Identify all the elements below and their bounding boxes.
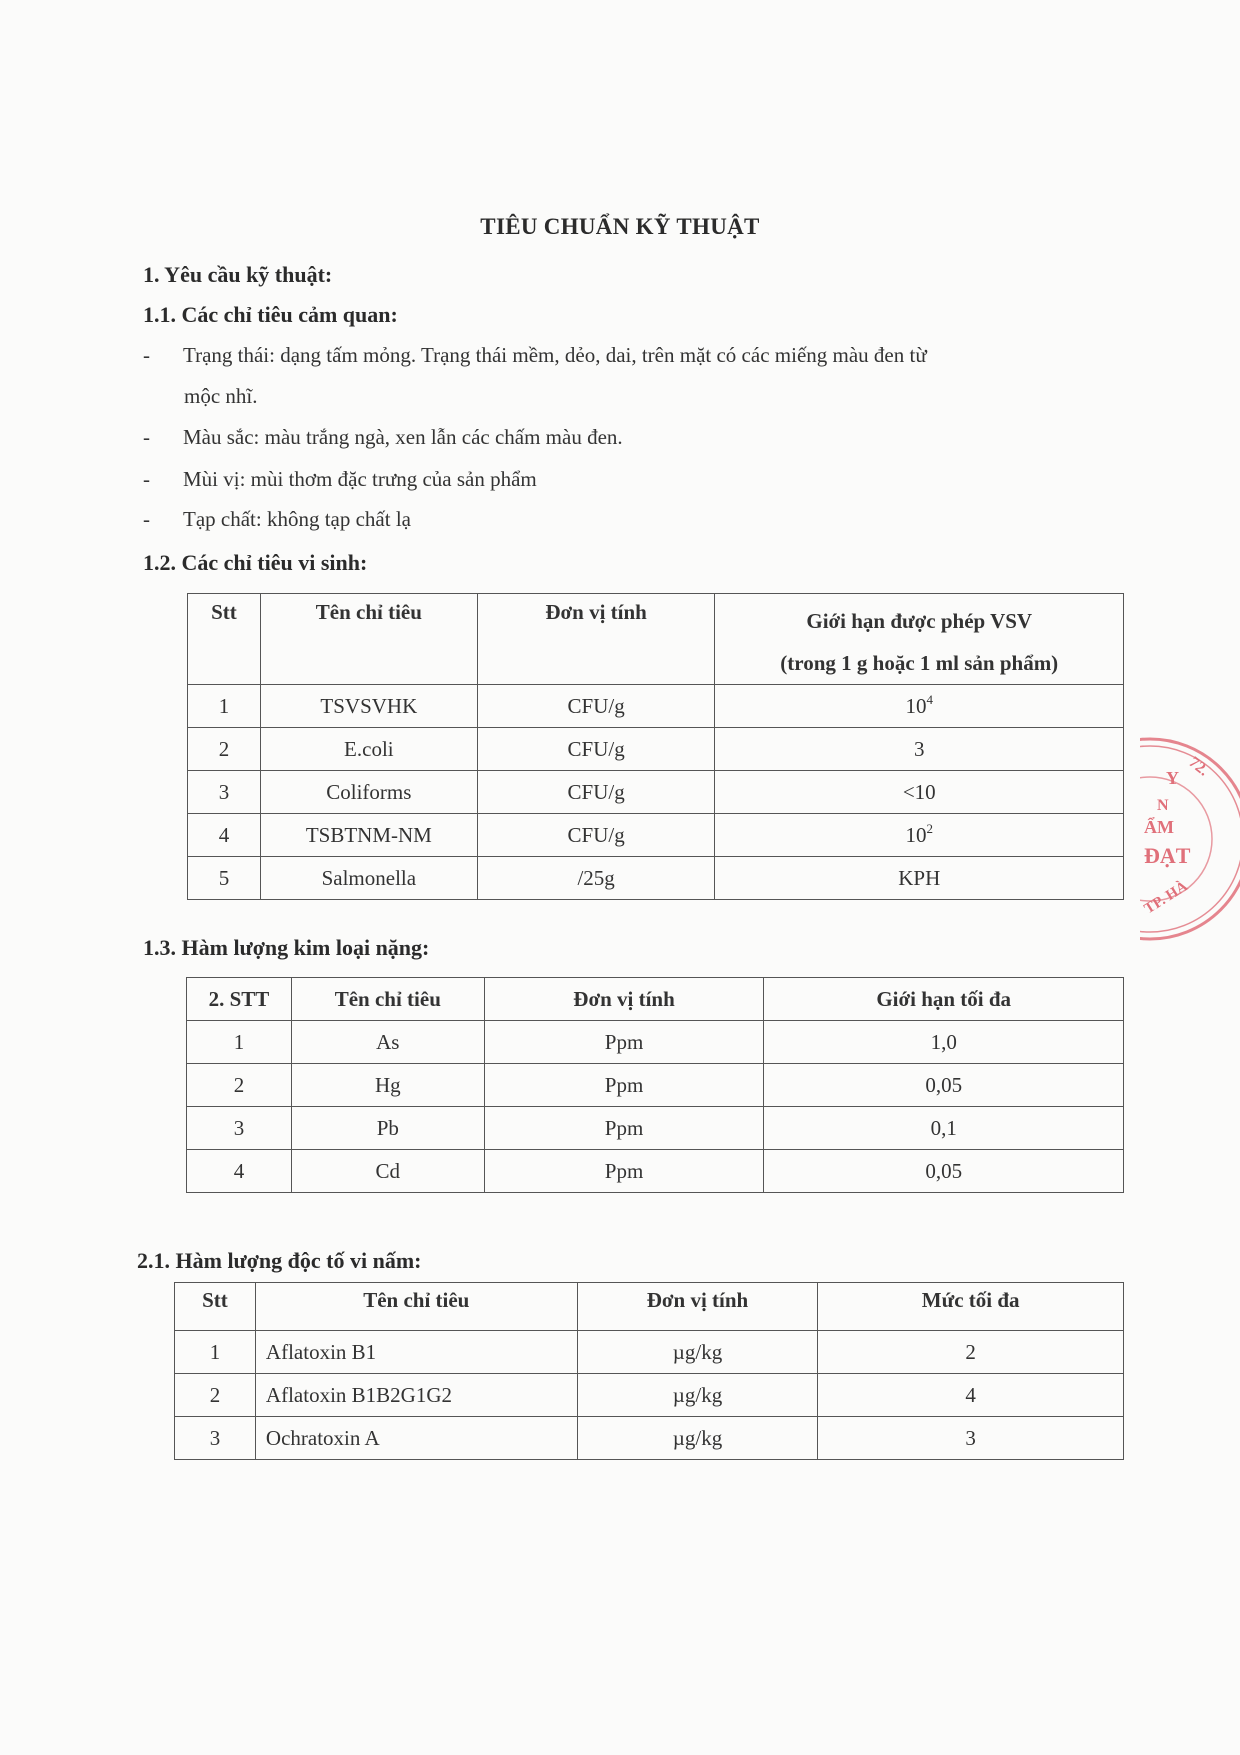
bullet-item: - Tạp chất: không tạp chất lạ: [143, 507, 411, 531]
table-cell: 3: [715, 728, 1124, 771]
table-cell: Aflatoxin B1B2G1G2: [255, 1374, 577, 1417]
section-heading-2-1: 2.1. Hàm lượng độc tố vi nấm:: [137, 1248, 422, 1273]
table-cell: $10^4$: [715, 685, 1124, 728]
bullet-item: - Mùi vị: mùi thơm đặc trưng của sản phẩm: [143, 467, 537, 491]
table-row: [188, 814, 1124, 857]
table-row: [187, 1021, 1124, 1064]
column-header: Mức tối đa: [818, 1283, 1124, 1331]
table-cell: 3: [818, 1417, 1124, 1460]
table-cell: 4: [187, 1150, 292, 1193]
column-header: Tên chỉ tiêu: [291, 978, 484, 1021]
table-cell: 4: [188, 814, 261, 857]
table-header-row: [188, 594, 1124, 685]
table-cell: 0,05: [764, 1150, 1124, 1193]
table-cell: µg/kg: [577, 1374, 818, 1417]
table-cell: Ppm: [484, 1150, 764, 1193]
section-heading-1-1: 1.1. Các chỉ tiêu cảm quan:: [143, 302, 398, 327]
table-cell: 0,05: [764, 1064, 1124, 1107]
table-cell: TSVSVHK: [260, 685, 477, 728]
document-title: TIÊU CHUẨN KỸ THUẬT: [480, 214, 760, 239]
table-cell: 2: [187, 1064, 292, 1107]
bullet-item: - Màu sắc: màu trắng ngà, xen lẫn các chấm màu đen.: [143, 425, 623, 449]
company-seal: [1140, 732, 1240, 947]
table-cell: 2: [818, 1331, 1124, 1374]
section-heading-1: 1. Yêu cầu kỹ thuật:: [143, 262, 333, 287]
microbiology-table: [187, 593, 1124, 900]
table-row: [175, 1374, 1124, 1417]
table-cell: 2: [188, 728, 261, 771]
table-cell: 1: [175, 1331, 256, 1374]
table-cell: 3: [187, 1107, 292, 1150]
table-row: [188, 857, 1124, 900]
table-cell: 2: [175, 1374, 256, 1417]
table-header-row: [175, 1283, 1124, 1331]
table-cell: CFU/g: [477, 728, 715, 771]
seal-text: 72.: [1185, 753, 1212, 780]
seal-text: ẨM: [1144, 817, 1174, 837]
table-cell: 1,0: [764, 1021, 1124, 1064]
bullet-item: - Trạng thái: dạng tấm mỏng. Trạng thái mềm, dẻo, dai, trên mặt có các miếng màu đen từ: [143, 343, 927, 367]
table-cell: Salmonella: [260, 857, 477, 900]
table-cell: 1: [188, 685, 261, 728]
table-cell: <10: [715, 771, 1124, 814]
table-row: [187, 1150, 1124, 1193]
table-row: [175, 1417, 1124, 1460]
column-header: Tên chỉ tiêu: [260, 594, 477, 685]
table-cell: Ppm: [484, 1107, 764, 1150]
table-cell: Ppm: [484, 1064, 764, 1107]
seal-text: Y: [1166, 768, 1179, 788]
table-row: [188, 685, 1124, 728]
table-cell: µg/kg: [577, 1417, 818, 1460]
seal-text: N: [1157, 797, 1169, 814]
table-row: [175, 1331, 1124, 1374]
table-cell: 4: [818, 1374, 1124, 1417]
table-row: [187, 1064, 1124, 1107]
heavy-metal-table: [186, 977, 1124, 1193]
table-cell: µg/kg: [577, 1331, 818, 1374]
mycotoxin-table: [174, 1282, 1124, 1460]
table-cell: 1: [187, 1021, 292, 1064]
table-cell: 3: [175, 1417, 256, 1460]
seal-graphic: [1140, 732, 1240, 947]
column-header: Đơn vị tính: [484, 978, 764, 1021]
table-cell: Ppm: [484, 1021, 764, 1064]
section-heading-1-2: 1.2. Các chỉ tiêu vi sinh:: [143, 550, 368, 575]
table-cell: KPH: [715, 857, 1124, 900]
table-cell: Hg: [291, 1064, 484, 1107]
table-cell: /25g: [477, 857, 715, 900]
seal-text: TP. HÀ: [1141, 878, 1191, 918]
table-cell: $10^2$: [715, 814, 1124, 857]
table-cell: 0,1: [764, 1107, 1124, 1150]
section-heading-1-3: 1.3. Hàm lượng kim loại nặng:: [143, 935, 430, 960]
column-header: Giới hạn tối đa: [764, 978, 1124, 1021]
table-row: [188, 771, 1124, 814]
table-cell: 3: [188, 771, 261, 814]
seal-text: ĐẠT: [1144, 843, 1191, 868]
table-cell: As: [291, 1021, 484, 1064]
table-cell: TSBTNM-NM: [260, 814, 477, 857]
column-header: 2. STT: [187, 978, 292, 1021]
column-header: Tên chỉ tiêu: [255, 1283, 577, 1331]
table-cell: Coliforms: [260, 771, 477, 814]
table-row: [187, 1107, 1124, 1150]
table-cell: Cd: [291, 1150, 484, 1193]
table-cell: CFU/g: [477, 814, 715, 857]
table-cell: E.coli: [260, 728, 477, 771]
bullet-continuation: mộc nhĩ.: [184, 384, 258, 408]
table-cell: CFU/g: [477, 685, 715, 728]
table-cell: Aflatoxin B1: [255, 1331, 577, 1374]
table-cell: CFU/g: [477, 771, 715, 814]
table-cell: 5: [188, 857, 261, 900]
table-cell: Pb: [291, 1107, 484, 1150]
column-header: Đơn vị tính: [477, 594, 715, 685]
column-header: Stt: [188, 594, 261, 685]
table-header-row: [187, 978, 1124, 1021]
table-row: [188, 728, 1124, 771]
column-header: Đơn vị tính: [577, 1283, 818, 1331]
table-cell: Ochratoxin A: [255, 1417, 577, 1460]
column-header: Giới hạn được phép VSV (trong 1 g hoặc 1 ml sản phẩm): [715, 594, 1124, 685]
column-header: Stt: [175, 1283, 256, 1331]
